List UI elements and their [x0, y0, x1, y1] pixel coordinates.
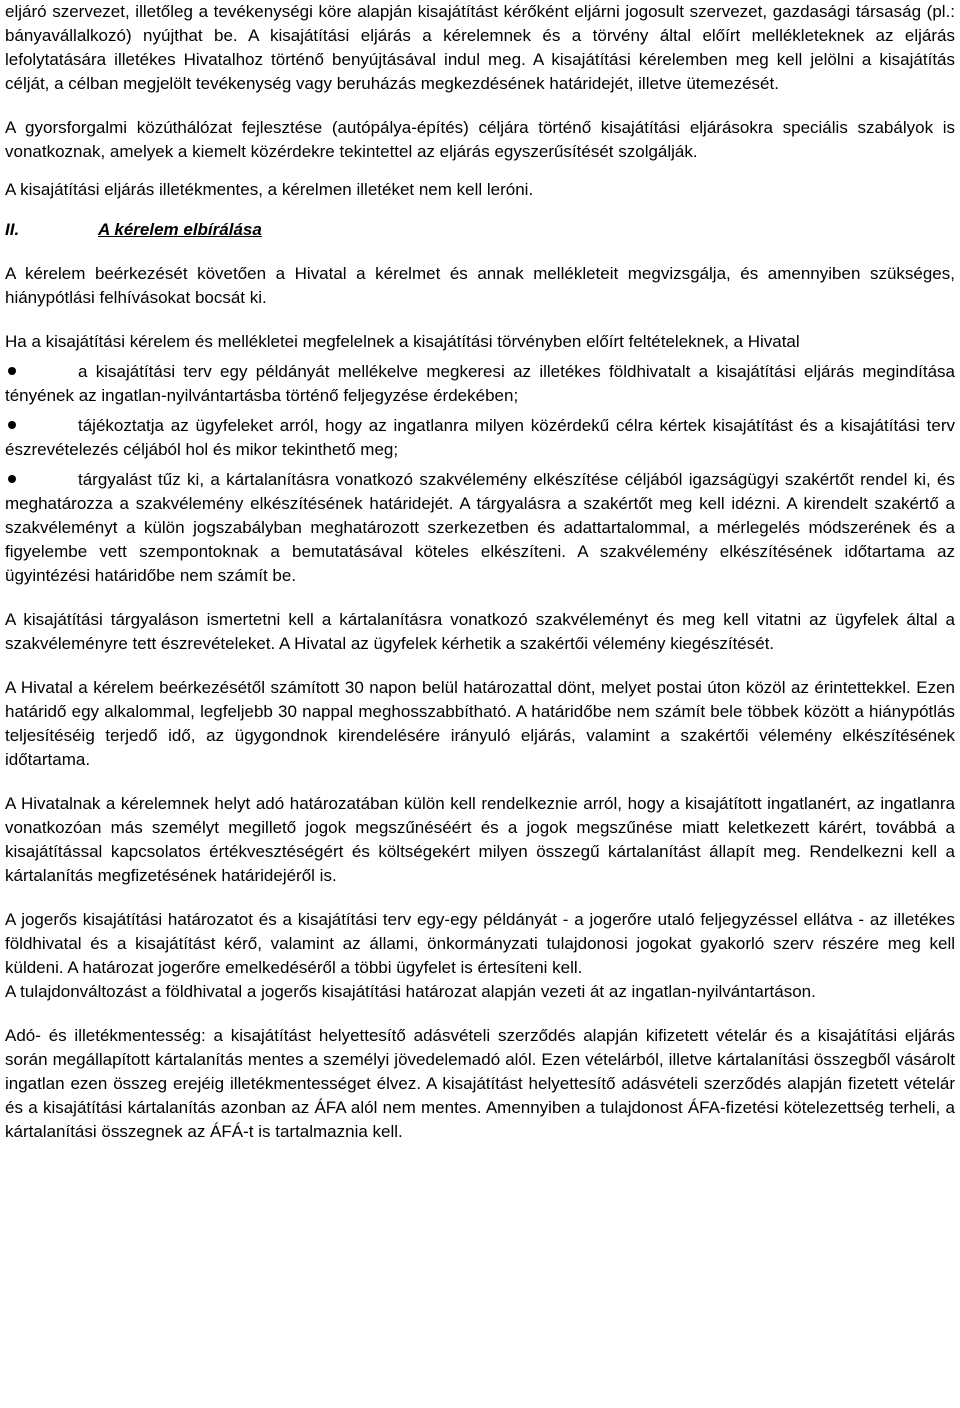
list-item: tájékoztatja az ügyfeleket arról, hogy az ingatlanra milyen közérdekű célra kértek kisajátítást és a kisajátítási terv észrevételezés céljából hol és mikor tekinthető meg; — [5, 416, 955, 459]
paragraph-gyorsforgalmi: A gyorsforgalmi közúthálózat fejlesztése (autópálya-építés) céljára történő kisajátítási eljárásokra speciális szabályok is vonatkoznak, amelyek a kiemelt közérdekre tekintettel az eljárás egyszerűsítését szolgálják. — [5, 118, 955, 161]
paragraph-hatarozat: A Hivatal a kérelem beérkezésétől számított 30 napon belül határozattal dönt, melyet postai úton közöl az érintettekkel. Ezen határidő egy alkalommal, legfeljebb 30 nappal meghosszabbítható. A határidőbe nem számít bele többek között a hiánypótlás teljesítéséig terjedő idő, az ügygondnok kirendelésére irányuló eljárás, valamint a szakértői vélemény elkészítésének időtartama. — [5, 678, 955, 769]
section-number: II. — [5, 220, 20, 239]
paragraph-kartalanitas: A Hivatalnak a kérelemnek helyt adó határozatában külön kell rendelkeznie arról, hogy a kisajátított ingatlanért, az ingatlanra vonatkozóan más személyt megillető jogok megszűnéséért és a jogok megszűnése miatt keletkezett kárért, továbbá a kisajátítással kapcsolatos értékvesztéségért és költségekért milyen összegű kártalanítást állapít meg. Rendelkezni kell a kártalanítás megfizetésének határidejéről is. — [5, 794, 955, 885]
paragraph-intro: eljáró szervezet, illetőleg a tevékenységi köre alapján kisajátítást kérőként eljárni jogosult szervezet, gazdasági társaság (pl.: bányavállalkozó) nyújthat be. A kisajátítási eljárás a kérelemnek és a törvény által előírt mellékleteknek az eljárás lefolytatására illetékes Hivatalhoz történő benyújtásával indul meg. A kisajátítási kérelemben meg kell jelölni a kisajátítás célját, a célban megjelölt tevékenység vagy beruházás megkezdésének határidejét, illetve ütemezését. — [5, 2, 955, 93]
list-item: a kisajátítási terv egy példányát mellékelve megkeresi az illetékes földhivatalt a kisajátítási eljárás megindítása tényének az ingatlan-nyilvántartásba történő feljegyzése érdekében; — [5, 362, 955, 405]
paragraph-beerkezes: A kérelem beérkezését követően a Hivatal a kérelmet és annak mellékleteit megvizsgálja, és amennyiben szükséges, hiánypótlási felhívásokat bocsát ki. — [5, 264, 955, 307]
paragraph-targyalas: A kisajátítási tárgyaláson ismertetni kell a kártalanításra vonatkozó szakvéleményt és meg kell vitatni az ügyfelek által a szakvéleményre tett észrevételeket. A Hivatal az ügyfelek kérhetik a szakértői vélemény kiegészítését. — [5, 610, 955, 653]
paragraph-feltetelek: Ha a kisajátítási kérelem és mellékletei megfelelnek a kisajátítási törvényben előírt feltételeknek, a Hivatal — [5, 332, 800, 351]
bullet-icon — [8, 367, 16, 375]
paragraph-illetekmentes: A kisajátítási eljárás illetékmentes, a kérelmen illetéket nem kell leróni. — [5, 180, 534, 199]
list-item: tárgyalást tűz ki, a kártalanításra vonatkozó szakvélemény elkészítése céljából igazságügyi szakértőt rendel ki, és meghatározza a szakvélemény elkészítésének határidejét. A tárgyalásra a szakértőt meg kell idézni. A kirendelt szakértő a szakvéleményt a külön jogszabályban meghatározott szerkezetben és adattartalommal, a mérlegelés módszerének és a figyelembe vett szempontoknak a bemutatásával köteles elkészíteni. A szakvélemény elkészítésének időtartama az ügyintézési határidőbe nem számít be. — [5, 470, 955, 585]
paragraph-ado-illetek: Adó- és illetékmentesség: a kisajátítást helyettesítő adásvételi szerződés alapján kifizetett vételár és a kisajátítási eljárás során megállapított kártalanítás mentes a személyi jövedelemadó alól. Ezen vételárból, illetve kártalanítási összegből vásárolt ingatlan ezen összeg erejéig illetékmentességet élvez. A kisajátítást helyettesítő adásvételi szerződés alapján fizetett vételár és a kisajátítási kártalanítás azonban az ÁFA alól nem mentes. Amennyiben a tulajdonost ÁFA-fizetési kötelezettség terheli, a kártalanítási összegnek az ÁFÁ-t is tartalmaznia kell. — [5, 1026, 955, 1141]
bullet-icon — [8, 475, 16, 483]
paragraph-jogeros: A jogerős kisajátítási határozatot és a kisajátítási terv egy-egy példányát - a jogerőre utaló feljegyzéssel ellátva - az illetékes földhivatal és a kisajátítást kérő, valamint az állami, önkormányzati tulajdonosi jogokat gyakorló szerv részére meg kell küldeni. A határozat jogerőre emelkedéséről a többi ügyfelet is értesíteni kell. — [5, 910, 955, 977]
document-page — [5, 0, 955, 1144]
bullet-icon — [8, 421, 16, 429]
section-title: A kérelem elbírálása — [98, 220, 262, 239]
paragraph-tulajdonvaltozas: A tulajdonváltozást a földhivatal a jogerős kisajátítási határozat alapján vezeti át az ingatlan-nyilvántartáson. — [5, 982, 816, 1001]
section-heading — [5, 218, 955, 242]
